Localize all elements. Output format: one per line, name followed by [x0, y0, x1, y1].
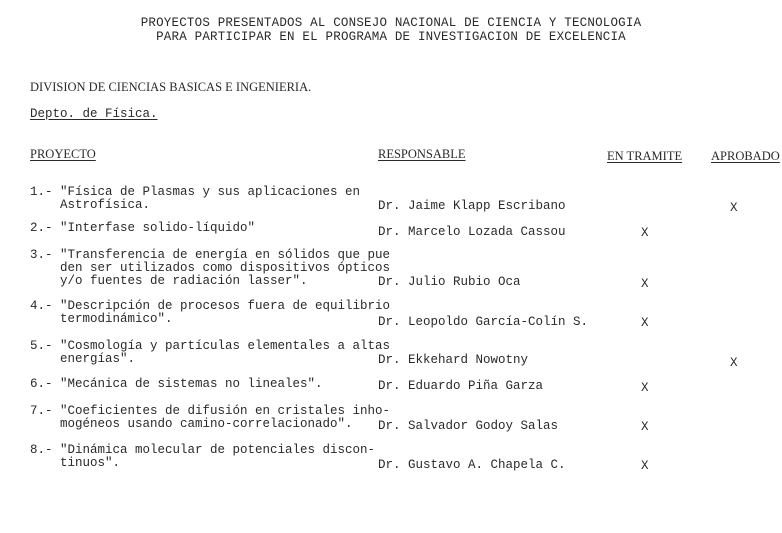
- project-line: energías".: [30, 352, 136, 366]
- project-line: 1.- "Física de Plasmas y sus aplicaciones en: [30, 185, 361, 199]
- responsible-name: Dr. Ekkehard Nowotny: [378, 353, 529, 367]
- responsible-name: Dr. Gustavo A. Chapela C.: [378, 458, 566, 472]
- responsible-name: Dr. Leopoldo García-Colín S.: [378, 315, 589, 329]
- in-process-mark: X: [641, 316, 649, 330]
- project-line: 8.- "Dinámica molecular de potenciales discon-: [30, 443, 376, 457]
- project-line: tinuos".: [30, 456, 121, 470]
- responsible-name: Dr. Eduardo Piña Garza: [378, 379, 544, 393]
- approved-mark: X: [730, 201, 738, 215]
- division-title: DIVISION DE CIENCIAS BASICAS E INGENIERIA.: [30, 80, 312, 94]
- responsible-name: Dr. Salvador Godoy Salas: [378, 419, 559, 433]
- department-title: Depto. de Física.: [30, 107, 158, 121]
- project-line: y/o fuentes de radiación lasser".: [30, 274, 308, 288]
- in-process-mark: X: [641, 420, 649, 434]
- project-line: termodinámico".: [30, 312, 173, 326]
- project-line: 5.- "Cosmología y partículas elementales a altas: [30, 339, 391, 353]
- project-line: 6.- "Mecánica de sistemas no lineales".: [30, 377, 323, 391]
- project-line: 4.- "Descripción de procesos fuera de equilibrio: [30, 299, 391, 313]
- column-header-in-process: EN TRAMITE: [607, 149, 683, 163]
- column-header-responsible: RESPONSABLE: [378, 147, 466, 161]
- header-line-1: PROYECTOS PRESENTADOS AL CONSEJO NACIONAL DE CIENCIA Y TECNOLOGIA: [140, 16, 642, 30]
- responsible-name: Dr. Jaime Klapp Escribano: [378, 199, 566, 213]
- column-header-approved: APROBADO: [711, 149, 780, 163]
- in-process-mark: X: [641, 381, 649, 395]
- project-line: 2.- "Interfase solido-líquido": [30, 221, 256, 235]
- project-line: 7.- "Coeficientes de difusión en cristales inho-: [30, 404, 391, 418]
- in-process-mark: X: [641, 226, 649, 240]
- project-line: mogéneos usando camino-correlacionado".: [30, 417, 353, 431]
- project-line: 3.- "Transferencia de energía en sólidos que pue: [30, 248, 391, 262]
- header-line-2: PARA PARTICIPAR EN EL PROGRAMA DE INVESTIGACION DE EXCELENCIA: [156, 30, 626, 44]
- project-line: den ser utilizados como dispositivos ópticos: [30, 261, 391, 275]
- project-line: Astrofísica.: [30, 198, 151, 212]
- in-process-mark: X: [641, 277, 649, 291]
- in-process-mark: X: [641, 459, 649, 473]
- column-header-project: PROYECTO: [30, 147, 96, 161]
- approved-mark: X: [730, 356, 738, 370]
- responsible-name: Dr. Julio Rubio Oca: [378, 275, 521, 289]
- responsible-name: Dr. Marcelo Lozada Cassou: [378, 225, 566, 239]
